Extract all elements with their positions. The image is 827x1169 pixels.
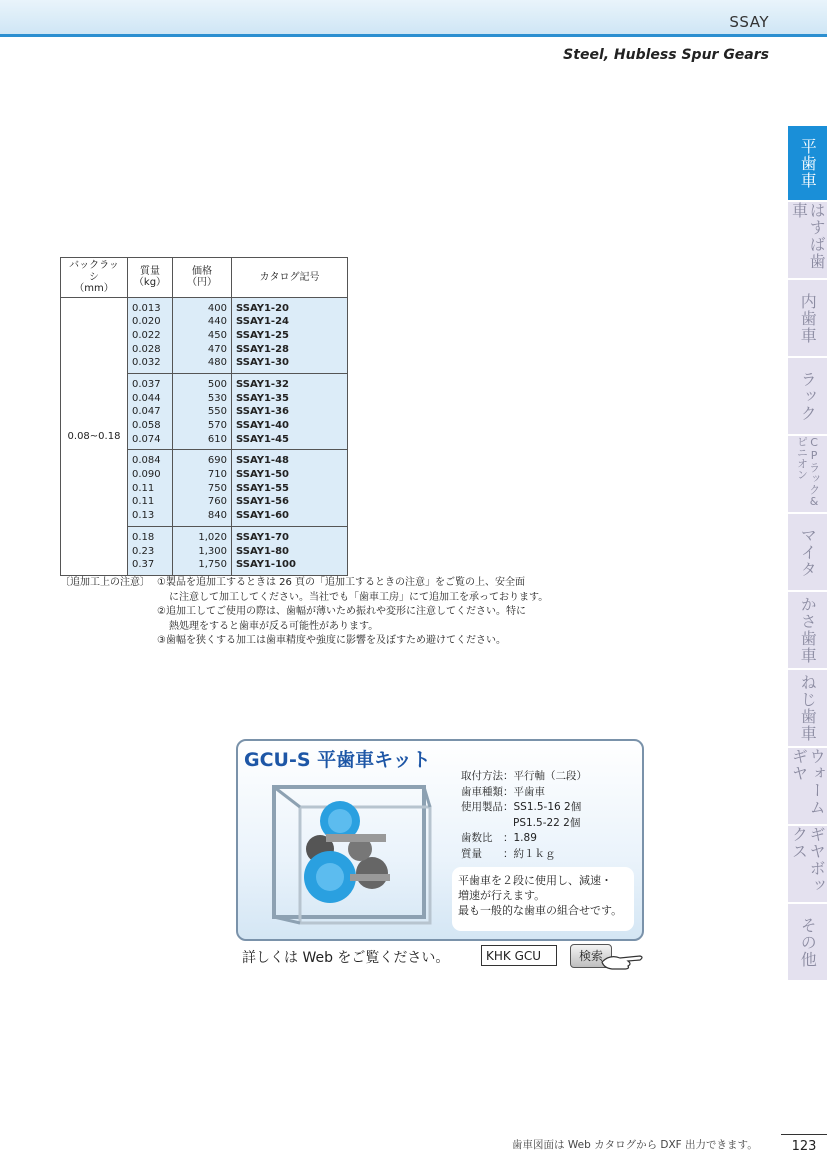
table-cell-price bbox=[173, 297, 232, 373]
weight-value: 0.044 bbox=[132, 392, 161, 404]
kit-spec-row bbox=[461, 847, 587, 863]
search-button[interactable]: 検索 bbox=[570, 944, 612, 968]
side-tab-label: ギヤボックス bbox=[789, 826, 827, 894]
side-tab-label: その他 bbox=[798, 916, 818, 968]
price-value: 550 bbox=[207, 406, 227, 418]
note-line: に注意して加工してください。当社でも「歯車工房」にて追加工を承っております。 bbox=[169, 591, 549, 603]
price-value: 750 bbox=[207, 482, 227, 494]
weight-value: 0.037 bbox=[132, 378, 161, 390]
weight-value: 0.11 bbox=[132, 482, 155, 494]
kit-spec-key: 質量 bbox=[461, 847, 482, 860]
weight-value: 0.058 bbox=[132, 420, 161, 431]
kit-spec-key: 歯数比 bbox=[461, 832, 493, 844]
weight-value: 0.23 bbox=[132, 545, 155, 557]
side-tab[interactable] bbox=[788, 514, 827, 590]
code-value: SSAY1-32 bbox=[236, 378, 290, 390]
kit-specs bbox=[461, 769, 587, 862]
backlash-value: 0.08~0.18 bbox=[61, 297, 128, 575]
side-tab[interactable] bbox=[788, 202, 827, 278]
search-input[interactable]: KHK GCU bbox=[481, 945, 557, 966]
code-value: SSAY1-25 bbox=[236, 329, 290, 341]
code-value: SSAY1-48 bbox=[236, 455, 290, 467]
col-price: 価格 （円） bbox=[173, 258, 232, 298]
table-cell-weight bbox=[128, 526, 173, 575]
price-value: 480 bbox=[207, 357, 227, 369]
product-code: SSAY bbox=[729, 13, 769, 31]
kit-box bbox=[236, 739, 644, 941]
kit-spec-row bbox=[461, 769, 587, 785]
kit-spec-value: PS1.5-22 2個 bbox=[513, 816, 581, 829]
price-value: 450 bbox=[207, 329, 227, 341]
side-tab-label: CPラック&ピニオン bbox=[795, 436, 821, 508]
side-tab-label: かさ歯車 bbox=[798, 596, 818, 664]
note-line: ①製品を追加工するときは 26 頁の「追加工するときの注意」をご覧の上、安全面 bbox=[157, 577, 526, 588]
col-weight: 質量 （kg） bbox=[128, 258, 173, 298]
price-value: 690 bbox=[207, 455, 227, 467]
side-tab[interactable] bbox=[788, 826, 827, 902]
price-value: 1,750 bbox=[198, 559, 227, 571]
notes-heading: 〔追加工上の注意〕 bbox=[60, 577, 150, 588]
product-subtitle: Steel, Hubless Spur Gears bbox=[563, 47, 769, 63]
weight-value: 0.11 bbox=[132, 496, 155, 508]
price-value: 570 bbox=[207, 420, 227, 431]
side-tab-label: はすば歯車 bbox=[789, 202, 827, 270]
spec-table bbox=[60, 257, 348, 576]
kit-spec-value: ：平歯車 bbox=[503, 785, 545, 798]
table-cell-weight bbox=[128, 450, 173, 526]
weight-value: 0.013 bbox=[132, 302, 161, 314]
side-tab[interactable] bbox=[788, 358, 827, 434]
side-tab[interactable] bbox=[788, 126, 827, 200]
price-value: 530 bbox=[207, 392, 227, 404]
code-value: SSAY1-100 bbox=[236, 559, 296, 571]
side-tab-label: ねじ歯車 bbox=[798, 674, 818, 742]
code-value: SSAY1-50 bbox=[236, 469, 290, 481]
side-tab[interactable] bbox=[788, 904, 827, 980]
table-cell-weight bbox=[128, 373, 173, 449]
code-value: SSAY1-40 bbox=[236, 420, 290, 431]
kit-spec-value: ：約１ｋｇ bbox=[503, 847, 556, 860]
web-prompt: 詳しくは Web をご覧ください。 bbox=[242, 950, 450, 966]
kit-desc-line: 増速が行えます。 bbox=[458, 889, 546, 902]
price-value: 760 bbox=[207, 496, 227, 508]
weight-value: 0.090 bbox=[132, 469, 161, 481]
table-cell-code bbox=[232, 297, 348, 373]
side-tab[interactable] bbox=[788, 748, 827, 824]
note-line: ③歯幅を狭くする加工は歯車精度や強度に影響を及ぼすため避けてください。 bbox=[157, 635, 506, 646]
pointing-hand-icon bbox=[600, 950, 644, 972]
header-band bbox=[0, 0, 827, 34]
side-tabs bbox=[788, 126, 827, 982]
weight-value: 0.022 bbox=[132, 329, 161, 341]
price-value: 500 bbox=[207, 378, 227, 390]
kit-spec-key: 取付方法 bbox=[461, 770, 503, 782]
col-catalog: カタログ記号 bbox=[232, 258, 348, 298]
kit-spec-row bbox=[461, 816, 587, 832]
weight-value: 0.37 bbox=[132, 559, 155, 571]
code-value: SSAY1-35 bbox=[236, 392, 290, 404]
note-line: 熱処理をすると歯車が反る可能性があります。 bbox=[169, 620, 379, 632]
side-tab-label: マイタ bbox=[798, 526, 818, 578]
side-tab[interactable] bbox=[788, 280, 827, 356]
weight-value: 0.020 bbox=[132, 316, 161, 328]
code-value: SSAY1-70 bbox=[236, 531, 290, 543]
price-value: 440 bbox=[207, 316, 227, 328]
kit-spec-key: 歯車種類 bbox=[461, 785, 503, 798]
side-tab-label: ラック bbox=[798, 370, 818, 422]
kit-description bbox=[452, 867, 634, 931]
price-value: 470 bbox=[207, 343, 227, 355]
price-value: 710 bbox=[207, 469, 227, 481]
code-value: SSAY1-24 bbox=[236, 316, 290, 328]
side-tab[interactable] bbox=[788, 670, 827, 746]
kit-spec-value: ：平行軸（二段） bbox=[503, 770, 587, 782]
code-value: SSAY1-28 bbox=[236, 343, 290, 355]
weight-value: 0.028 bbox=[132, 343, 161, 355]
code-value: SSAY1-80 bbox=[236, 545, 290, 557]
page-number: 123 bbox=[781, 1134, 827, 1159]
kit-spec-row bbox=[461, 831, 587, 847]
footer-note: 歯車図面は Web カタログから DXF 出力できます。 bbox=[512, 1139, 758, 1151]
code-value: SSAY1-30 bbox=[236, 357, 290, 369]
table-cell-price bbox=[173, 450, 232, 526]
table-cell-code bbox=[232, 526, 348, 575]
kit-spec-value: ：1.89 bbox=[503, 832, 537, 844]
kit-spec-value: ：SS1.5-16 2個 bbox=[503, 801, 582, 813]
side-tab[interactable] bbox=[788, 436, 827, 512]
header-rule bbox=[0, 34, 827, 37]
side-tab-label: 平歯車 bbox=[798, 137, 818, 189]
price-value: 610 bbox=[207, 433, 227, 445]
price-value: 840 bbox=[207, 510, 227, 522]
code-value: SSAY1-36 bbox=[236, 406, 290, 418]
price-value: 1,300 bbox=[198, 545, 227, 557]
side-tab-label: 内歯車 bbox=[798, 292, 818, 344]
weight-value: 0.13 bbox=[132, 510, 155, 522]
kit-spec-key: 使用製品 bbox=[461, 801, 503, 813]
note-line: ②追加工してご使用の際は、歯幅が薄いため振れや変形に注意してください。特に bbox=[157, 606, 526, 617]
table-cell-code bbox=[232, 373, 348, 449]
weight-value: 0.074 bbox=[132, 433, 161, 445]
weight-value: 0.18 bbox=[132, 531, 155, 543]
code-value: SSAY1-20 bbox=[236, 302, 290, 314]
table-cell-price bbox=[173, 526, 232, 575]
kit-desc-line: 平歯車を２段に使用し、減速・ bbox=[458, 874, 612, 887]
col-backlash: バックラッシ （mm） bbox=[61, 258, 128, 298]
gear-kit-image bbox=[260, 779, 445, 931]
code-value: SSAY1-55 bbox=[236, 482, 290, 494]
code-value: SSAY1-60 bbox=[236, 510, 290, 522]
kit-title: GCU-S 平歯車キット bbox=[244, 749, 431, 771]
price-value: 400 bbox=[207, 302, 227, 314]
table-cell-price bbox=[173, 373, 232, 449]
weight-value: 0.032 bbox=[132, 357, 161, 369]
kit-spec-row bbox=[461, 800, 587, 816]
code-value: SSAY1-56 bbox=[236, 496, 290, 508]
kit-desc-line: 最も一般的な歯車の組合せです。 bbox=[458, 904, 623, 917]
kit-spec-row bbox=[461, 785, 587, 801]
code-value: SSAY1-45 bbox=[236, 433, 290, 445]
weight-value: 0.084 bbox=[132, 455, 161, 467]
side-tab-label: ウォームギヤ bbox=[789, 748, 827, 816]
price-value: 1,020 bbox=[198, 531, 227, 543]
weight-value: 0.047 bbox=[132, 406, 161, 418]
kit-spec-key bbox=[461, 816, 513, 832]
table-cell-weight bbox=[128, 297, 173, 373]
table-cell-code bbox=[232, 450, 348, 526]
side-tab[interactable] bbox=[788, 592, 827, 668]
table-row-group bbox=[61, 297, 348, 373]
